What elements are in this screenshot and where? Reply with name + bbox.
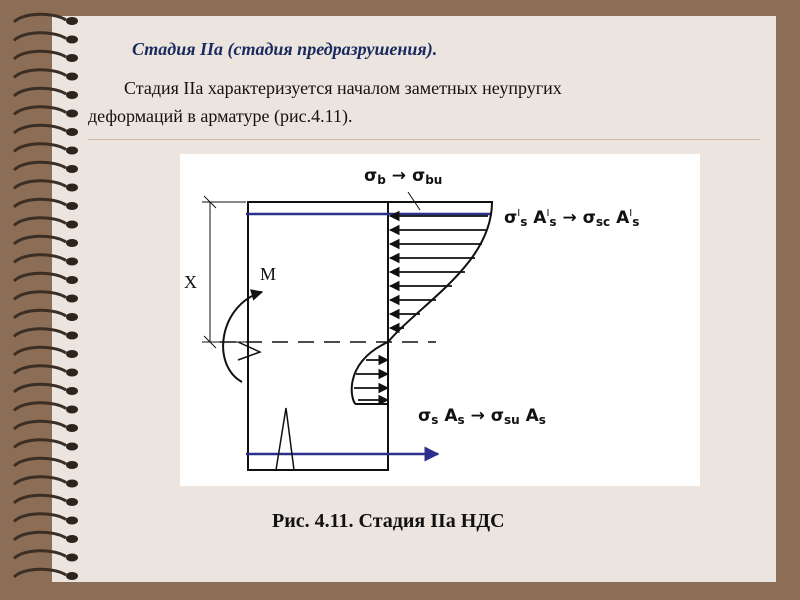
binding-hole (66, 110, 78, 118)
label-x: X (184, 272, 197, 292)
binding-ring (14, 162, 66, 170)
binding-ring (14, 421, 66, 429)
paragraph-line-1: Стадия IIa характеризуется началом заметных неупругих (124, 78, 562, 98)
binding-ring (14, 292, 66, 300)
section-outline (248, 202, 388, 470)
compression-arrows (390, 216, 488, 328)
binding-hole (66, 202, 78, 210)
binding-hole (66, 535, 78, 543)
binding-hole (66, 128, 78, 136)
binding-hole (66, 295, 78, 303)
binding-ring (14, 199, 66, 207)
binding-hole (66, 480, 78, 488)
binding-ring (14, 532, 66, 540)
binding-hole (66, 221, 78, 229)
binding-hole (66, 165, 78, 173)
binding-ring (14, 366, 66, 374)
binding-ring (14, 107, 66, 115)
binding-ring (14, 347, 66, 355)
binding-hole (66, 276, 78, 284)
binding-ring (14, 403, 66, 411)
binding-hole (66, 498, 78, 506)
binding-ring (14, 458, 66, 466)
binding-hole (66, 313, 78, 321)
binding-hole (66, 424, 78, 432)
binding-ring (14, 495, 66, 503)
binding-ring (14, 551, 66, 559)
divider-line (88, 139, 760, 140)
binding-ring (14, 218, 66, 226)
binding-ring (14, 51, 66, 59)
binding-hole (66, 387, 78, 395)
label-sigma-b: σb → σbu (364, 166, 443, 187)
binding-hole (66, 517, 78, 525)
binding-ring (14, 70, 66, 78)
tension-stress-curve (352, 342, 388, 404)
binding-ring (14, 310, 66, 318)
slide-paragraph (88, 74, 768, 130)
binding-hole (66, 369, 78, 377)
binding-hole (66, 239, 78, 247)
binding-hole (66, 258, 78, 266)
binding-hole (66, 73, 78, 81)
slide-heading: Стадия IIa (стадия предразрушения). (132, 39, 438, 59)
crack-mark (276, 408, 294, 470)
label-bottom-rebar-force: σs As → σsu As (418, 406, 546, 427)
binding-ring (14, 384, 66, 392)
label-m: M (260, 264, 277, 284)
label-top-rebar-force: $\sigma^Is$ $A^Is \to \sigma sc$ $A^Is$ (504, 208, 640, 229)
figure-stress-diagram (180, 154, 700, 486)
binding-hole (66, 554, 78, 562)
binding-hole (66, 332, 78, 340)
binding-hole (66, 350, 78, 358)
binding-ring (14, 477, 66, 485)
binding-hole (66, 461, 78, 469)
moment-arrow (223, 292, 262, 382)
binding-ring (14, 14, 66, 22)
binding-ring (14, 88, 66, 96)
binding-ring (14, 125, 66, 133)
paragraph-line-2: деформаций в арматуре (рис.4.11). (88, 106, 353, 126)
binding-hole (66, 184, 78, 192)
binding-ring (14, 236, 66, 244)
binding-hole (66, 443, 78, 451)
binding-ring (14, 569, 66, 577)
binding-hole (66, 406, 78, 414)
binding-hole (66, 17, 78, 25)
binding-ring (14, 144, 66, 152)
stress-diagram-svg (180, 154, 700, 486)
binding-hole (66, 572, 78, 580)
binding-hole (66, 91, 78, 99)
binding-ring (14, 440, 66, 448)
binding-hole (66, 147, 78, 155)
figure-caption: Рис. 4.11. Стадия IIa НДС (272, 510, 505, 532)
binding-ring (14, 329, 66, 337)
binding-hole (66, 36, 78, 44)
binding-ring (14, 181, 66, 189)
binding-ring (14, 255, 66, 263)
binding-ring (14, 33, 66, 41)
binding-ring (14, 273, 66, 281)
binding-hole (66, 54, 78, 62)
binding-ring (14, 514, 66, 522)
